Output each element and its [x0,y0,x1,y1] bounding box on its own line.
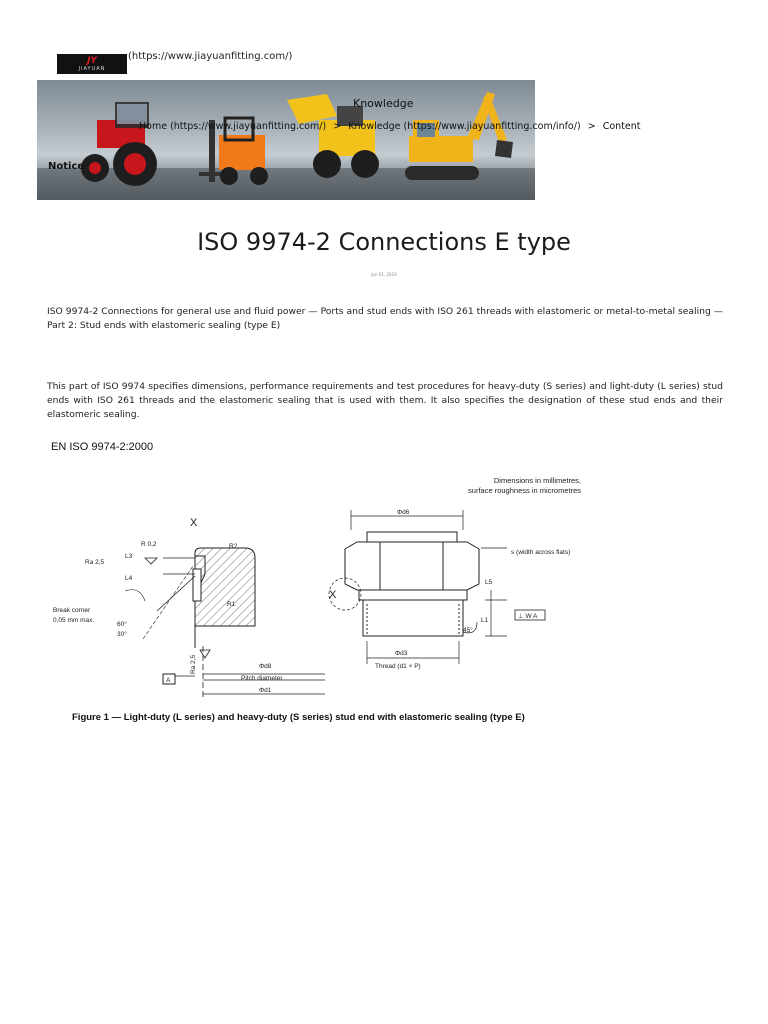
article-title: ISO 9974-2 Connections E type [197,228,571,256]
excavator-illustration [405,92,513,180]
breadcrumb-current: Content [602,121,641,132]
logo-mark: JY [87,55,97,66]
d3-label: Φd3 [395,650,408,657]
logo-link-text[interactable]: (https://www.jiayuanfitting.com/) [128,51,293,62]
breadcrumb-knowledge-link[interactable]: Knowledge (https://www.jiayuanfitting.com/info/) [348,121,581,132]
breadcrumb-separator: > [587,121,596,132]
l5-label: L5 [485,579,493,586]
banner-title: Knowledge [353,97,414,110]
ra-bottom-label: Ra 2,5 [190,654,197,674]
figure-standard-label: EN ISO 9974-2:2000 [51,441,154,453]
r02-label: R 0,2 [141,541,157,548]
l1-label: L1 [481,617,489,624]
logo-text: JIAYUAN [78,65,106,72]
angle-30-label: 30° [117,631,127,638]
break-corner-value: 0,05 mm max. [53,617,95,624]
d1-label: Φd1 [259,687,272,694]
breadcrumb-home-link[interactable]: Home (https://www.jiayuanfitting.com/) [139,121,327,132]
r1-label: R1 [227,601,236,608]
article-intro: ISO 9974-2 Connections for general use and fluid power — Ports and stud ends with ISO 261 threads with elastomeric or metal-to-metal sealing — Part 2: Stud ends with elastomeric sealing (type E) [47,306,723,331]
angle-45-label: 45° [463,627,473,634]
stud-end-view [329,510,545,664]
detail-x-marker: X [329,589,337,601]
detail-x-label: X [190,517,198,529]
tractor-illustration [81,102,157,186]
ra-top-label: Ra 2,5 [85,559,105,566]
detail-x-view [125,548,325,698]
figure-units-line2: surface roughness in micrometres [468,486,581,495]
figure-caption: Figure 1 — Light-duty (L series) and heavy-duty (S series) stud end with elastomeric sealing (type E) [72,712,525,723]
breadcrumb [139,121,644,132]
stud-end-drawing [45,436,605,706]
article-date: Jun 01, 2019 [371,272,397,277]
tolerance-frame-label: ⊥ W A [518,613,538,620]
thread-label: Thread (d1 × P) [375,663,421,670]
banner-machinery-image [37,80,535,200]
article-scope: This part of ISO 9974 specifies dimensions, performance requirements and test procedures for heavy-duty (S series) and light-duty (L series) stud ends with ISO 261 threads and the elastomeric sealing that is used with them. It also specifies the designation of these stud ends and their elastomeric sealing. [47,381,723,420]
pitch-diameter-label: Pitch diameter [241,675,283,682]
technical-drawing-figure [45,436,605,736]
hero-banner [37,80,641,200]
width-across-flats-label: s (width across flats) [511,549,571,556]
d8-label: Φd8 [259,663,272,670]
l4-label: L4 [125,575,133,582]
r2-label: R2 [229,543,238,550]
company-logo[interactable] [57,54,127,74]
l3-label: L3 [125,553,133,560]
angle-60-label: 60° [117,621,127,628]
breadcrumb-separator: > [333,121,342,132]
notice-label: Notice [48,161,85,172]
break-corner-label: Break corner [53,607,91,614]
figure-units-line1: Dimensions in millimetres, [493,476,581,485]
datum-a-label: A [166,677,171,684]
d6-label: Φd6 [397,509,410,516]
